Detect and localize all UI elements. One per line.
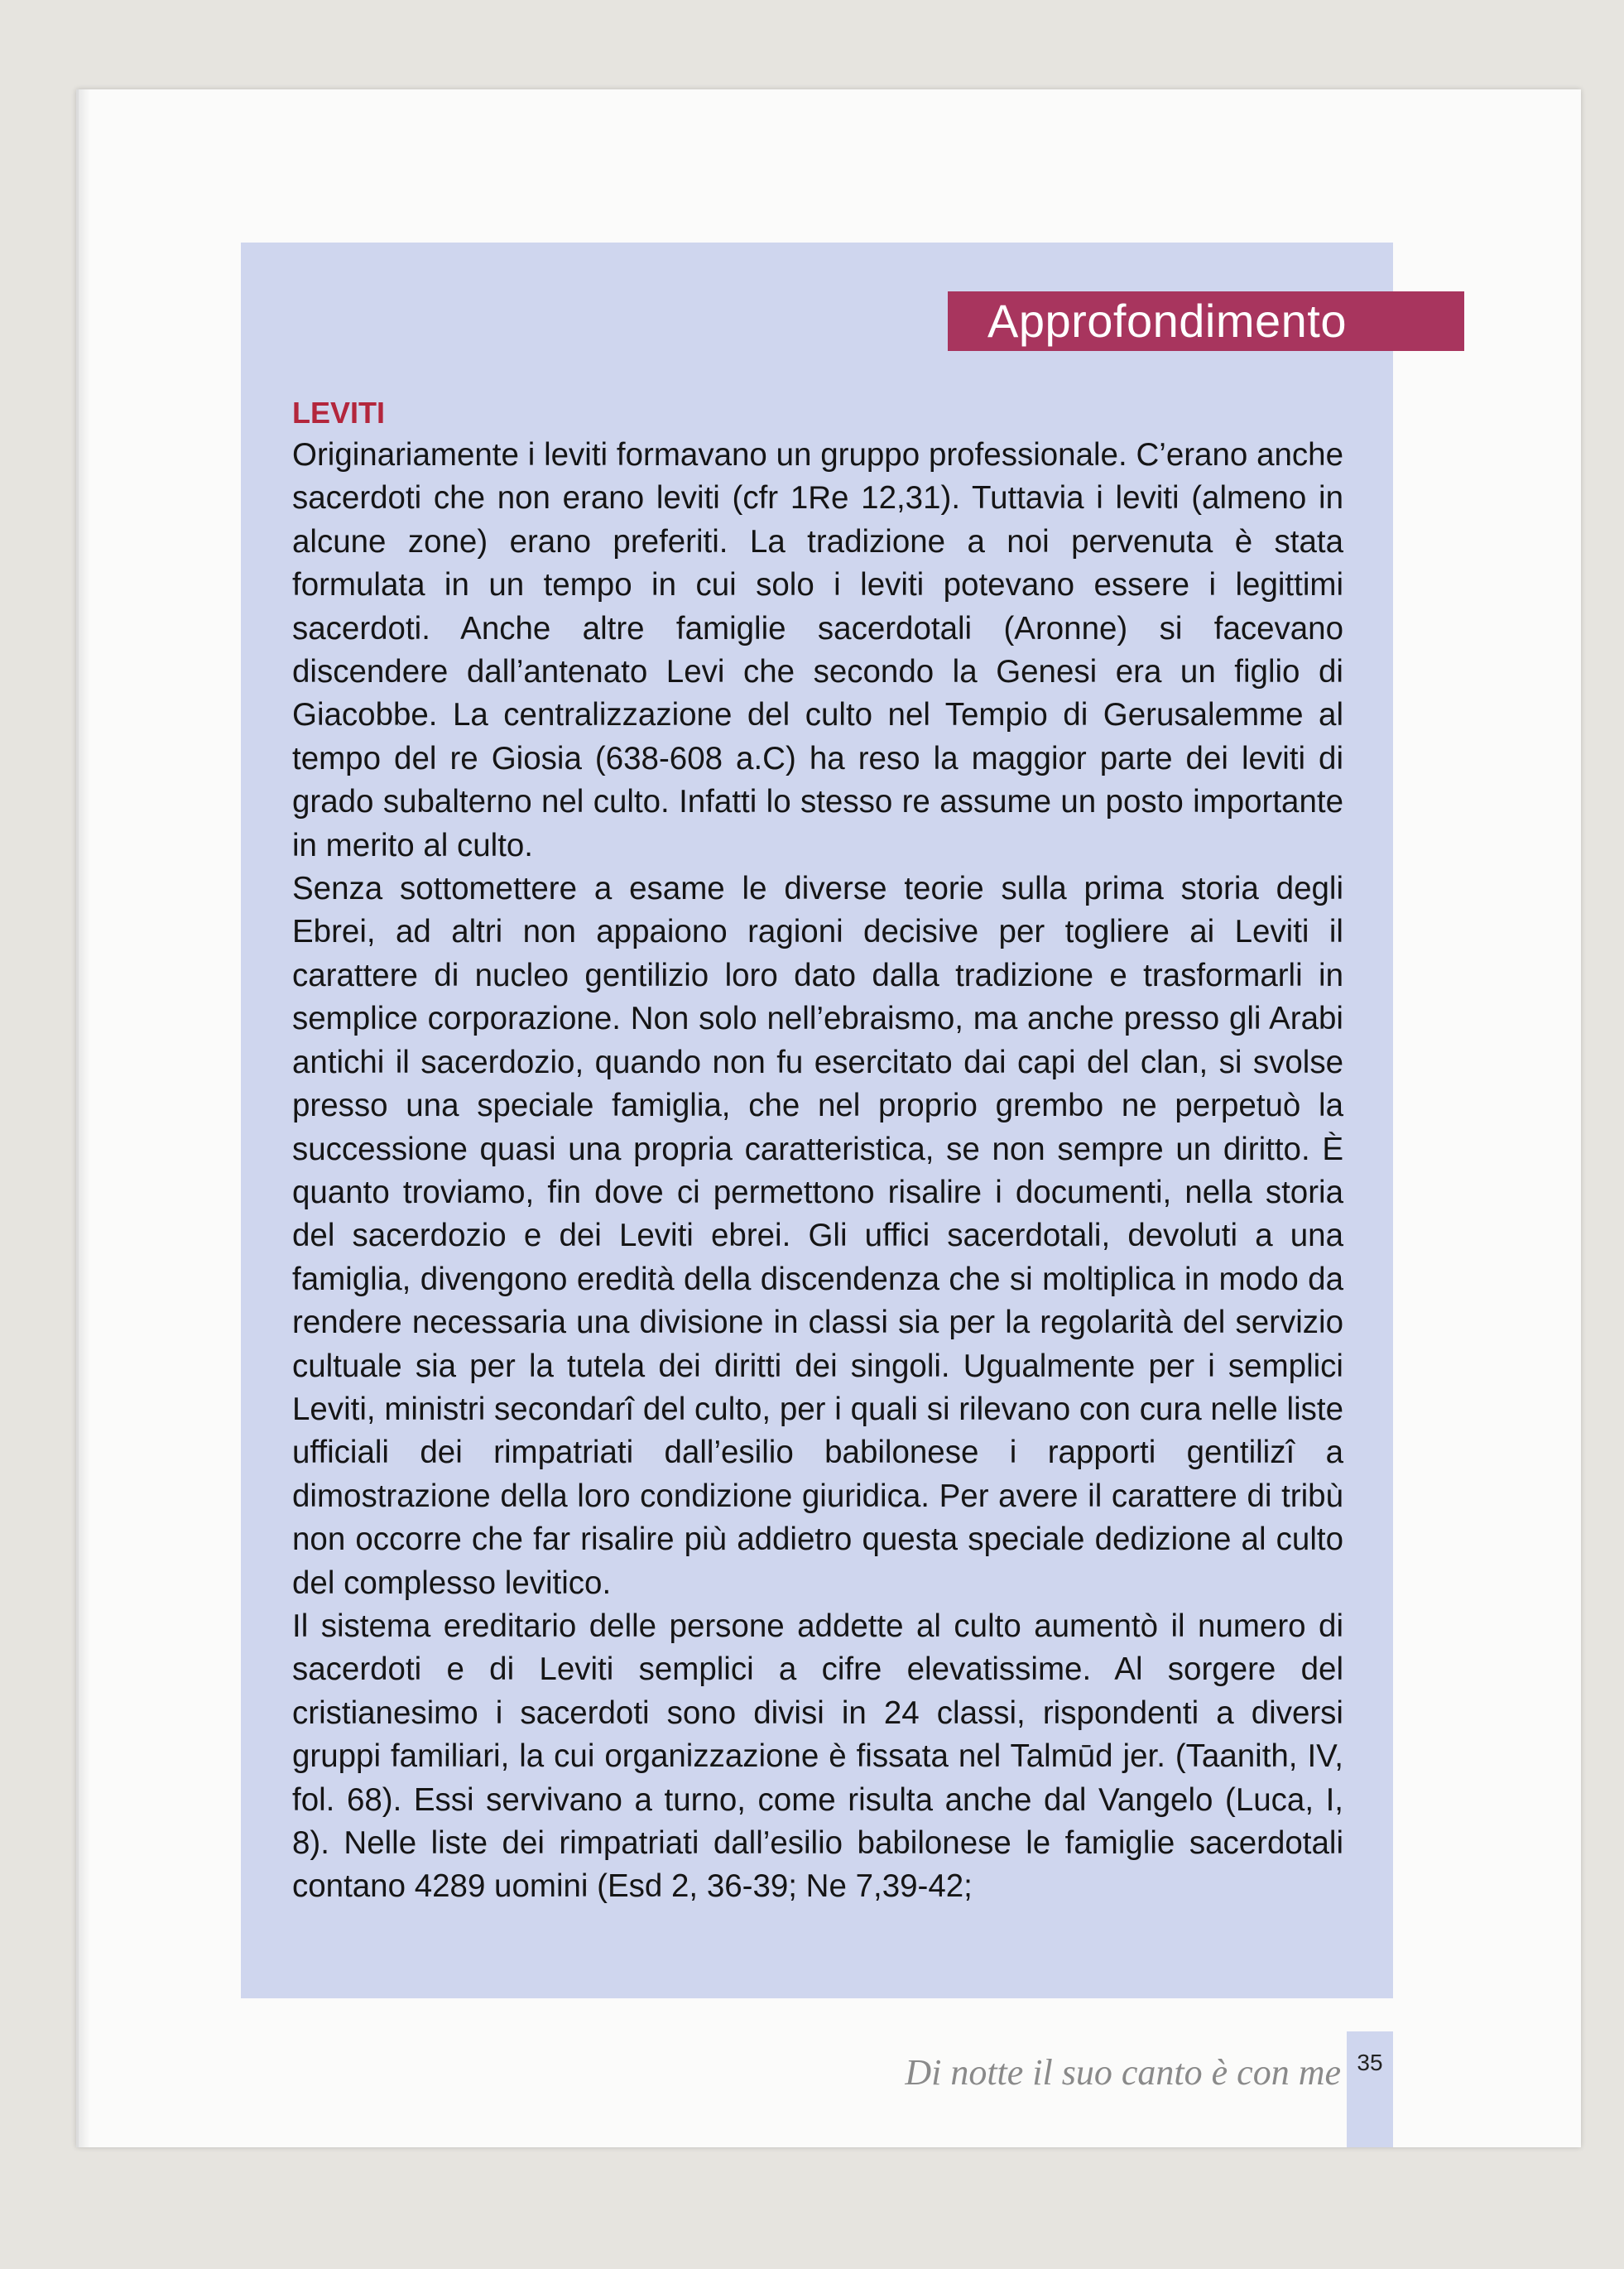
paragraph: Il sistema ereditario delle persone addette al culto aumentò il numero di sacerdoti e di Leviti semplici a cifre elevatissime. Al sorgere del cristianesimo i sacerdoti sono divisi in 24 classi, rispondenti a diversi gruppi familiari, la cui organizzazione è fissata nel Talmūd jer. (Taanith, IV, fol. 68). Essi servivano a turno, come risulta anche dal Vangelo (Luca, I, 8). Nelle liste dei rimpatriati dall’esilio babilonese le famiglie sacerdotali contano 4289 uomini (Esd 2, 36-39; Ne 7,39-42;: [292, 1608, 1343, 1905]
page-number-tab: [1347, 2031, 1393, 2147]
page: [76, 89, 1581, 2147]
paragraph: Originariamente i leviti formavano un gruppo professionale. C’erano anche sacerdoti che non erano leviti (cfr 1Re 12,31). Tuttavia i leviti (almeno in alcune zone) erano preferiti. La tradizione a noi pervenuta è stata formulata in un tempo in cui solo i leviti potevano essere i legittimi sacerdoti. Anche altre famiglie sacerdotali (Aronne) si facevano discendere dall’antenato Levi che secondo la Genesi era un figlio di Giacobbe. La centralizzazione del culto nel Tempio di Gerusalemme al tempo del re Giosia (638-608 a.C) ha reso la maggior parte dei leviti di grado subalterno nel culto. Infatti lo stesso re assume un posto importante in merito al culto.: [292, 437, 1343, 863]
page-number: 35: [1357, 2050, 1383, 2075]
sidebar-content: [292, 396, 1343, 1909]
section-banner: Approfondimento: [948, 291, 1464, 351]
binding-edge: [79, 89, 90, 2147]
paragraph: Senza sottomettere a esame le diverse teorie sulla prima storia degli Ebrei, ad altri non appaiono ragioni decisive per togliere ai Leviti il carattere di nucleo gentilizio loro dato dalla tradizione e trasformarli in semplice corporazione. Non solo nell’ebraismo, ma anche presso gli Arabi antichi il sacerdozio, quando non fu esercitato dai capi del clan, si svolse presso una speciale famiglia, che nel proprio grembo ne perpetuò la successione quasi una propria caratteristica, se non sempre un diritto. È quanto troviamo, fin dove ci permettono risalire i documenti, nella storia del sacerdozio e dei Leviti ebrei. Gli uffici sacerdotali, devoluti a una famiglia, divengono eredità della discendenza che si moltiplica in modo da rendere necessaria una divisione in classi sia per la regolarità del servizio cultuale sia per la tutela dei diritti dei singoli. Ugualmente per i semplici Leviti, ministri secondarî del culto, per i quali si rilevano con cura nelle liste ufficiali dei rimpatriati dall’esilio babilonese i rapporti gentilizî a dimostrazione della loro condizione giuridica. Per avere il carattere di tribù non occorre che far risalire più addietro questa speciale dedizione al culto del complesso levitico.: [292, 871, 1343, 1601]
section-heading: LEVITI: [292, 396, 386, 430]
running-title: Di notte il suo canto è con me: [905, 2052, 1341, 2093]
